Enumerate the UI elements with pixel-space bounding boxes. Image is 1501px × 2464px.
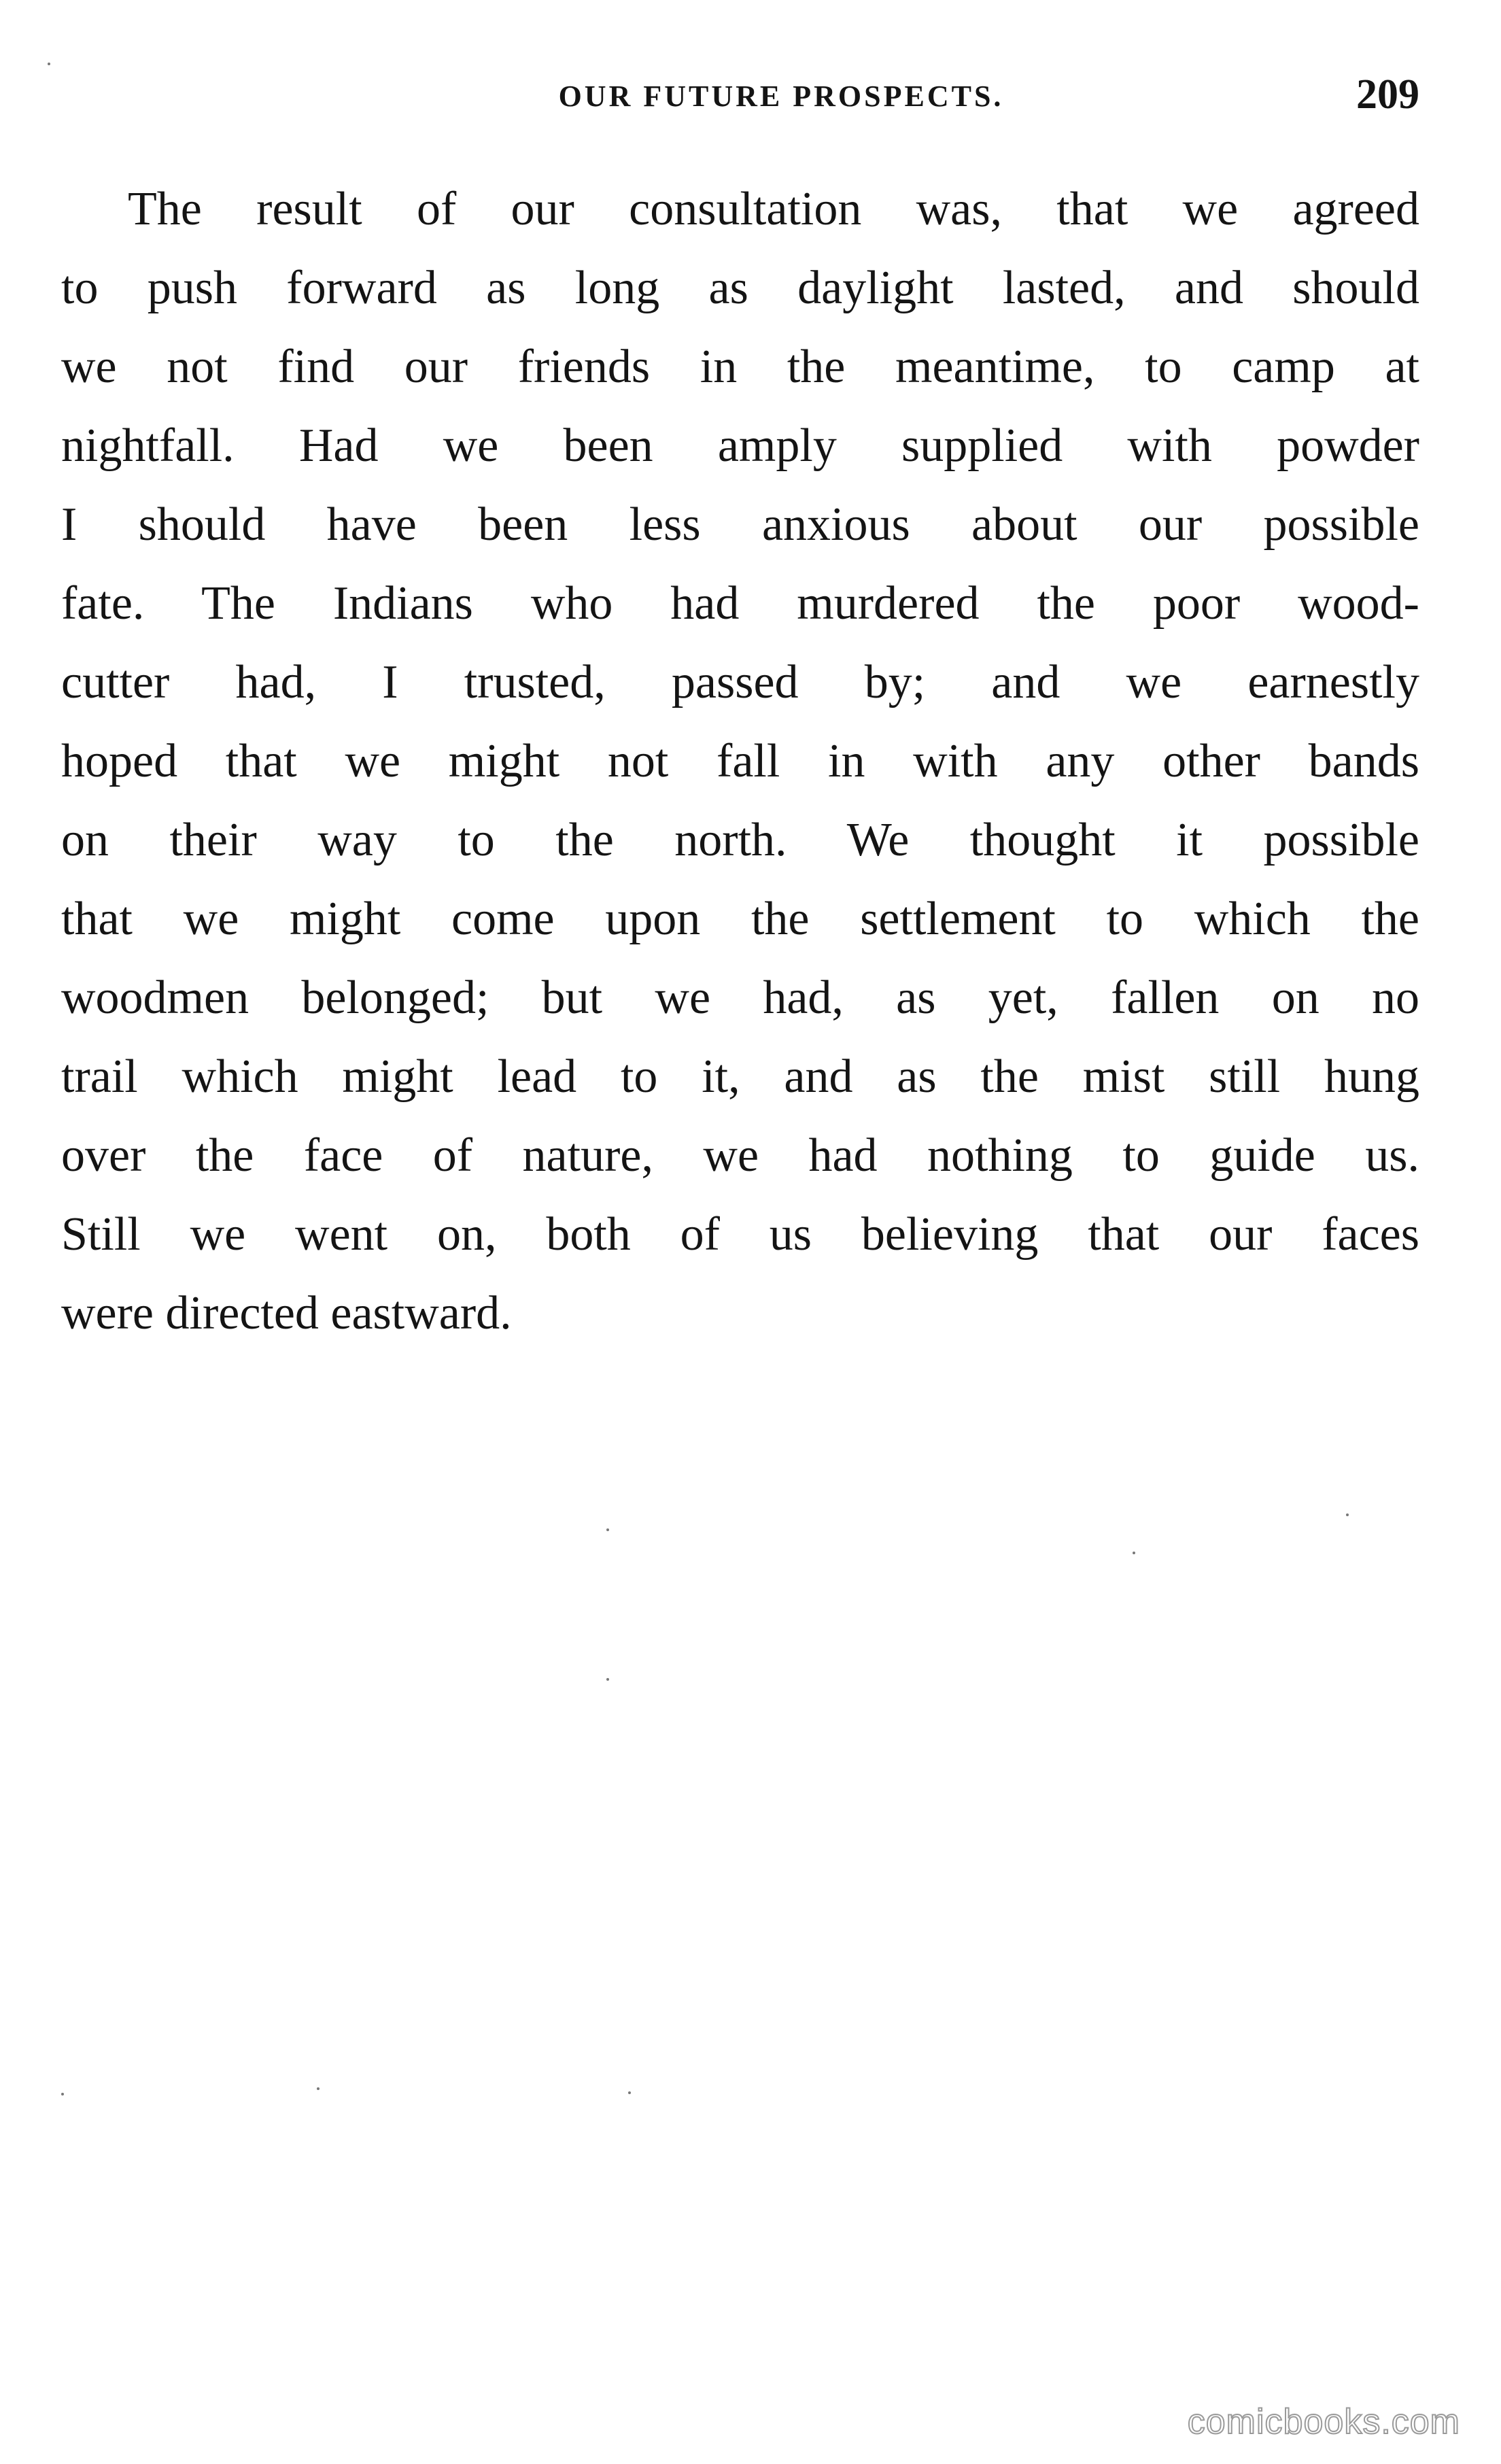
text-line: The result of our consultation was, that we agreed: [128, 183, 1419, 235]
text-line: that we might come upon the settlement to which the: [61, 893, 1419, 945]
text-line: woodmen belonged; but we had, as yet, fallen on no: [61, 972, 1419, 1024]
body-paragraph: [61, 170, 1419, 1353]
text-line: nightfall. Had we been amply supplied with powder: [61, 420, 1419, 472]
scan-speck: [606, 1678, 609, 1681]
running-title: OUR FUTURE PROSPECTS.: [558, 80, 1004, 113]
scan-speck: [317, 2087, 320, 2090]
scan-speck: [1346, 1513, 1349, 1516]
text-line: to push forward as long as daylight lasted, and should: [61, 262, 1419, 314]
text-line: were directed eastward.: [61, 1287, 512, 1339]
page-number: 209: [1356, 71, 1419, 118]
scan-speck: [606, 1528, 609, 1531]
watermark: comicbooks.com: [1187, 2402, 1460, 2442]
text-line: hoped that we might not fall in with any other bands: [61, 735, 1419, 787]
scan-speck: [1133, 1552, 1135, 1554]
text-line: over the face of nature, we had nothing to guide us.: [61, 1129, 1419, 1182]
text-line: trail which might lead to it, and as the mist still hung: [61, 1050, 1419, 1103]
scan-speck: [48, 63, 50, 65]
text-line: fate. The Indians who had murdered the poor wood-: [61, 577, 1419, 630]
text-line: I should have been less anxious about our possible: [61, 498, 1419, 551]
scan-speck: [628, 2091, 631, 2094]
text-line: we not find our friends in the meantime, to camp at: [61, 341, 1419, 393]
text-line: on their way to the north. We thought it possible: [61, 814, 1419, 866]
text-line: cutter had, I trusted, passed by; and we earnestly: [61, 656, 1419, 708]
running-head: [64, 71, 1419, 118]
scan-speck: [61, 2093, 64, 2095]
text-line: Still we went on, both of us believing that our faces: [61, 1208, 1419, 1261]
